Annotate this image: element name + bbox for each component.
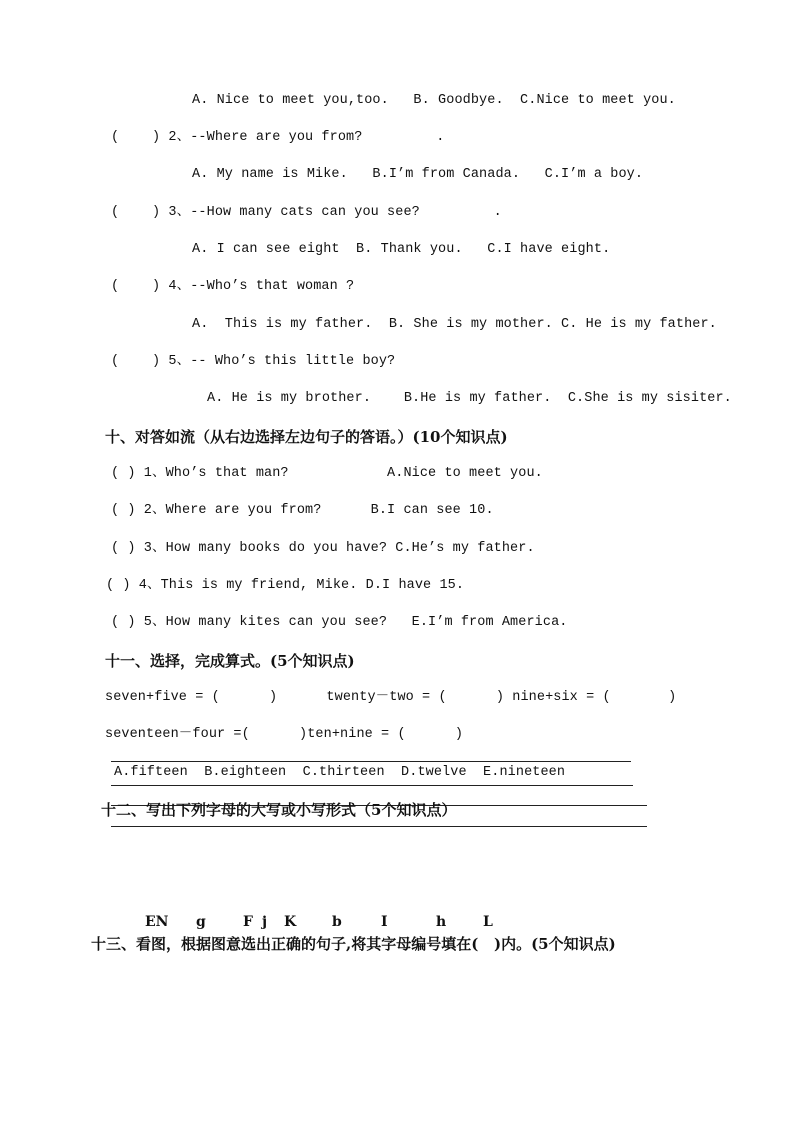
match-row-4: ( ) 4、This is my friend, Mike. D.I have 15.	[106, 578, 465, 593]
q1-options: A. Nice to meet you,too. B. Goodbye. C.Nice to meet you.	[192, 93, 676, 108]
letter: EN	[145, 914, 169, 930]
q3-options: A. I can see eight B. Thank you. C.I have eight.	[192, 242, 611, 257]
match-row-3: ( ) 3、How many books do you have? C.He’s my father.	[111, 541, 535, 556]
question-4: ( ) 4、--Who’s that woman ?	[111, 279, 355, 294]
letter: j	[262, 914, 268, 930]
letter-list	[0, 914, 794, 932]
letter: h	[436, 914, 447, 930]
letter: b	[332, 914, 342, 930]
letter: g	[196, 914, 206, 930]
match-row-2: ( ) 2、Where are you from? B.I can see 10.	[111, 503, 494, 518]
equations-line-2: seventeen－four =( )ten+nine = ( )	[105, 727, 464, 742]
q4-options: A. This is my father. B. She is my mother. C. He is my father.	[192, 317, 717, 332]
equations-line-1: seven+five = ( ) twenty－two = ( ) nine+six = ( )	[105, 690, 677, 705]
options-box-bottom-rule	[111, 785, 633, 786]
section-10-heading: 十、对答如流（从右边选择左边句子的答语。）(10个知识点)	[105, 428, 508, 446]
letter: F	[243, 914, 253, 930]
letter: L	[483, 914, 493, 930]
match-row-1: ( ) 1、Who’s that man? A.Nice to meet you.	[111, 466, 543, 481]
q2-options: A. My name is Mike. B.I’m from Canada. C.I’m a boy.	[192, 167, 644, 182]
section-12-bottom-rule	[111, 826, 647, 827]
q5-options: A. He is my brother. B.He is my father. C.She is my sisiter.	[207, 391, 732, 406]
question-3: ( ) 3、--How many cats can you see? .	[111, 205, 502, 220]
section-13-heading: 十三、看图，根据图意选出正确的句子,将其字母编号填在( )内。(5个知识点)	[91, 935, 616, 953]
options-box-top-rule	[111, 761, 631, 762]
match-row-5: ( ) 5、How many kites can you see? E.I’m from America.	[111, 615, 568, 630]
question-5: ( ) 5、-- Who’s this little boy?	[111, 354, 396, 369]
section-11-heading: 十一、选择，完成算式。(5个知识点)	[105, 652, 355, 670]
letter: K	[284, 914, 297, 930]
word-options: A.fifteen B.eighteen C.thirteen D.twelve E.nineteen	[114, 765, 566, 780]
question-2: ( ) 2、--Where are you from? .	[111, 130, 445, 145]
letter: I	[381, 914, 388, 930]
section-12-heading: 十二、写出下列字母的大写或小写形式（5个知识点）	[101, 801, 457, 819]
